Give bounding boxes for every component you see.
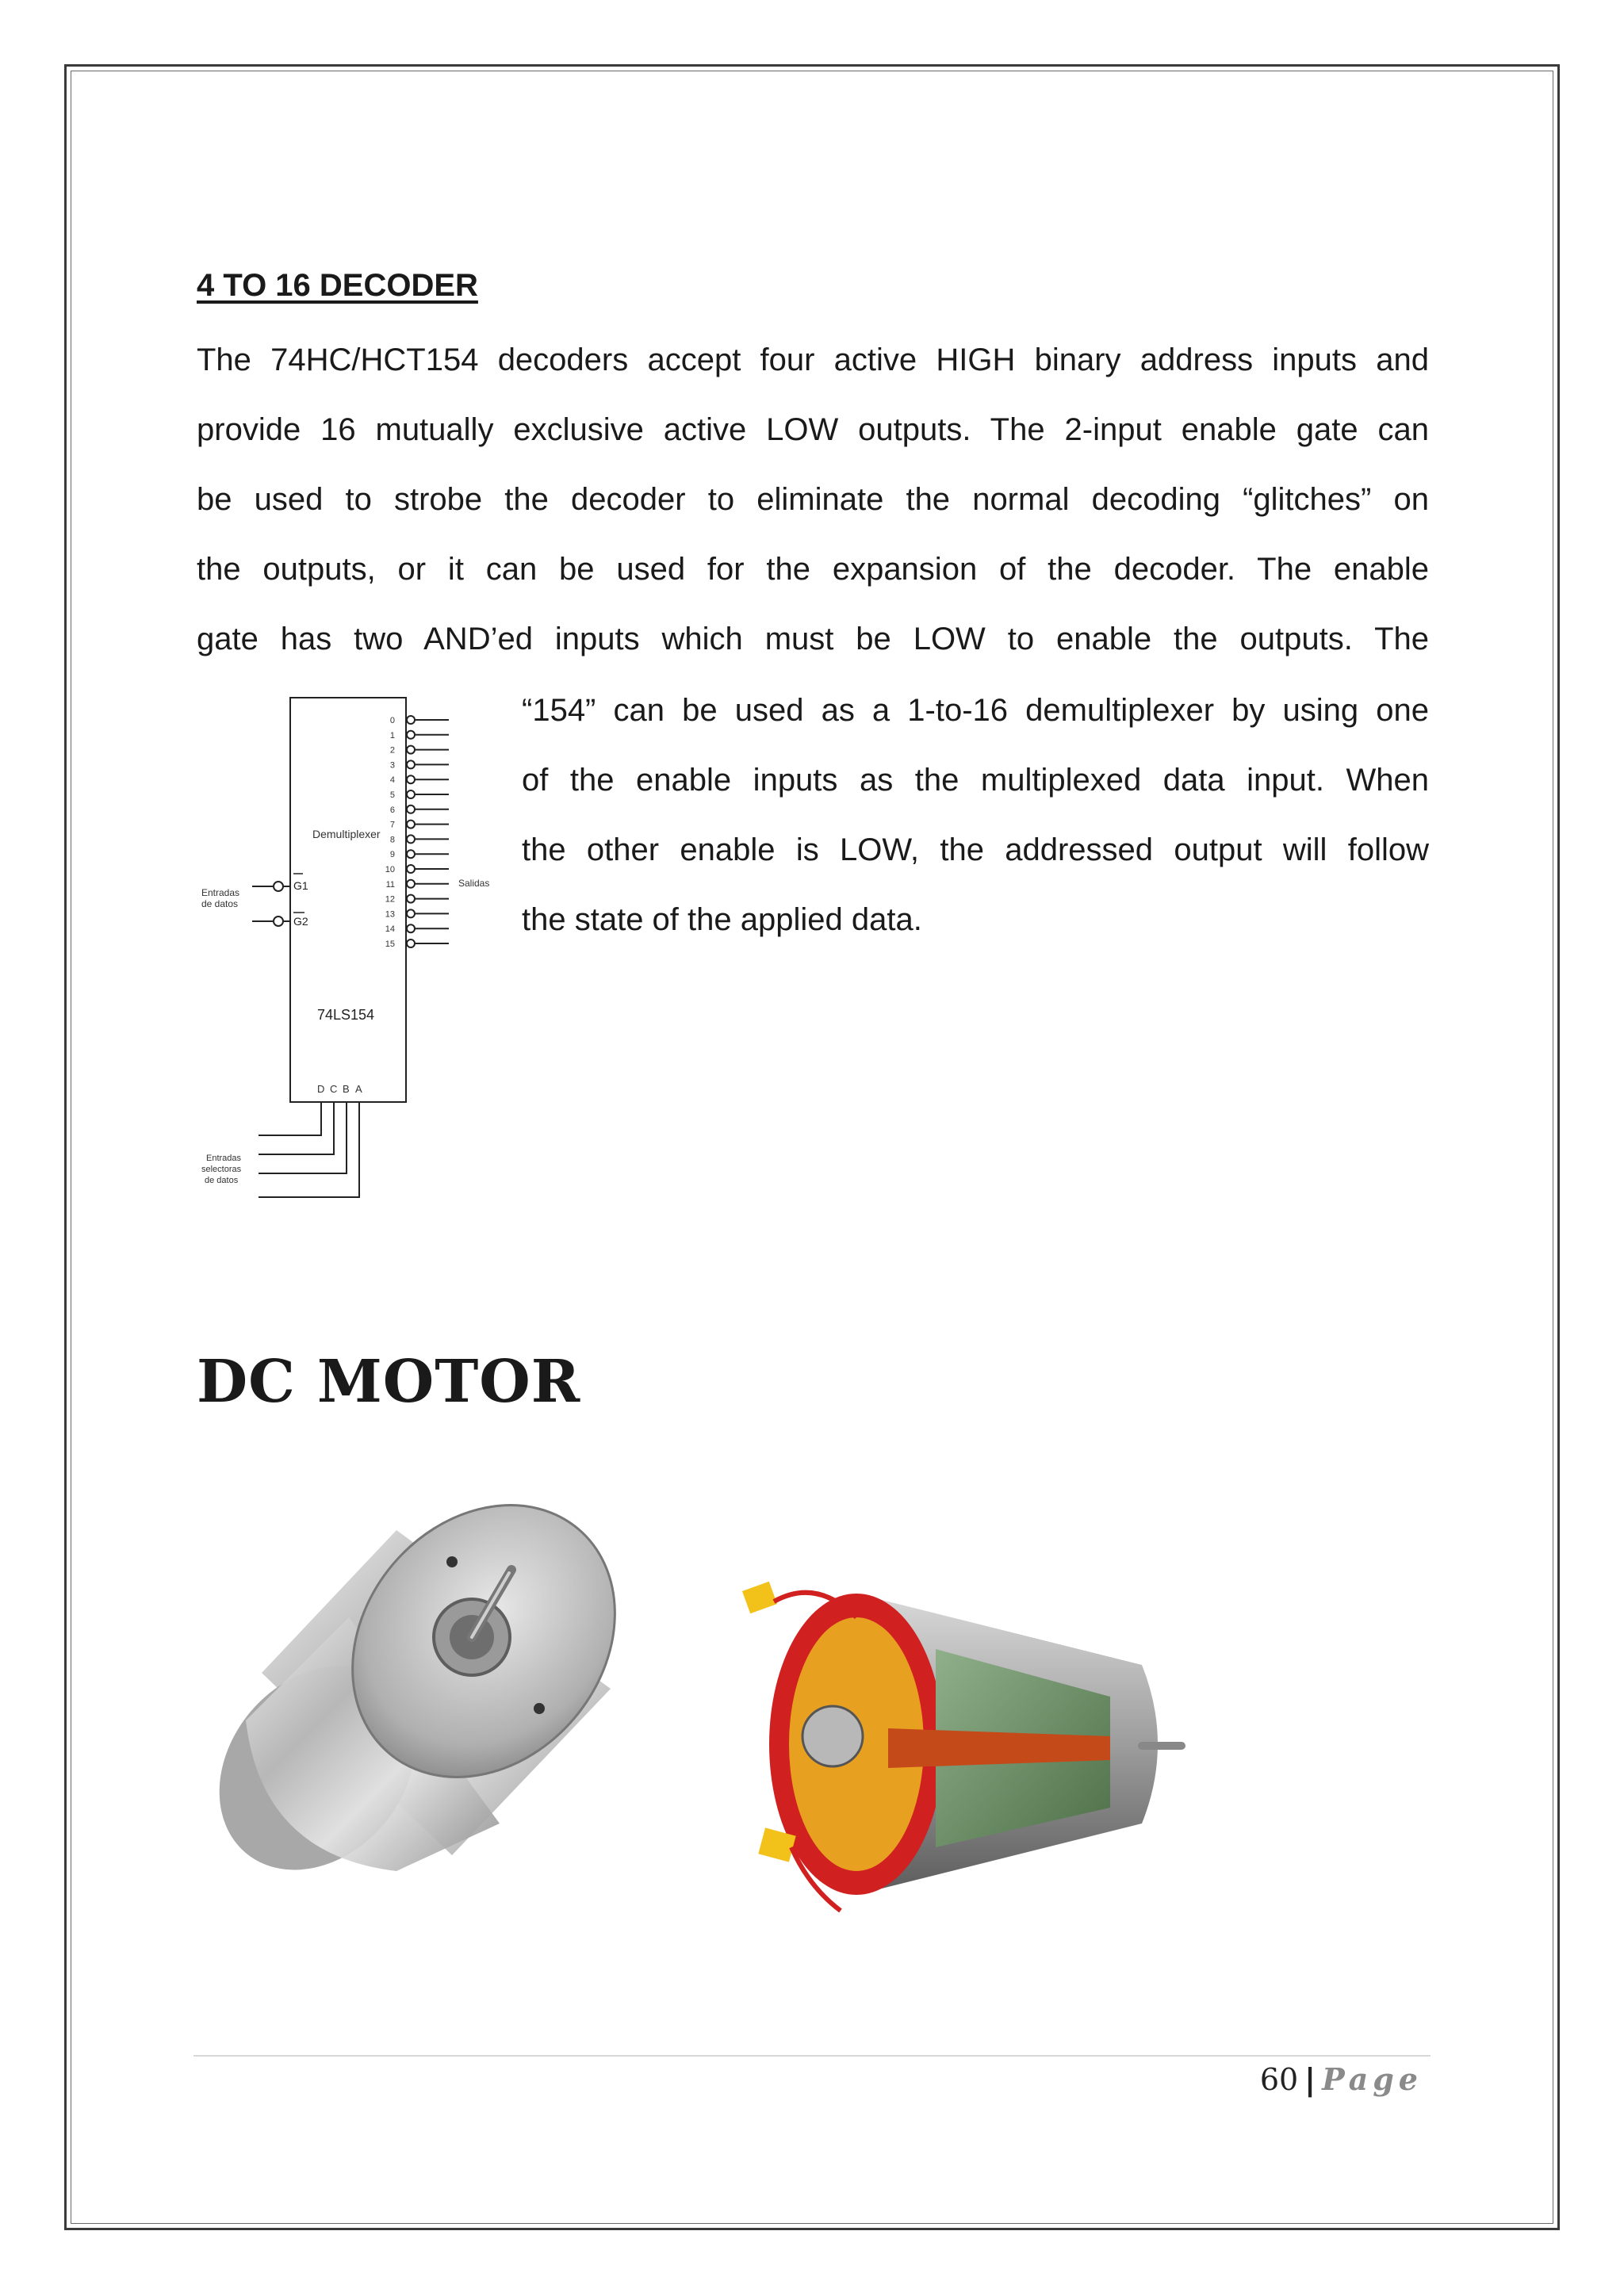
output-bubble <box>407 806 415 813</box>
section-heading: 4 TO 16 DECODER <box>197 268 478 303</box>
output-number: 14 <box>385 924 395 935</box>
output-bubble <box>407 924 415 932</box>
output-bubble <box>407 895 415 903</box>
output-bubble <box>407 909 415 917</box>
output-number: 1 <box>389 730 395 740</box>
dc-motor-cutaway-illustration <box>698 1546 1205 1927</box>
select-inputs-label: selectoras <box>201 1165 242 1174</box>
output-bubble <box>407 731 415 739</box>
output-bubble <box>407 790 415 798</box>
paragraph-line: The 74HC/HCT154 decoders accept four active HIGH binary address inputs and <box>197 342 1429 377</box>
output-number: 13 <box>385 909 395 920</box>
paragraph-line: the state of the applied data. <box>522 902 922 937</box>
output-number: 12 <box>385 894 395 905</box>
footer-rule <box>193 2055 1431 2057</box>
output-number: 8 <box>389 835 395 845</box>
block-label: Demultiplexer <box>312 828 381 840</box>
output-bubble <box>407 716 415 724</box>
output-number: 2 <box>389 745 395 756</box>
cutaway-commutator <box>802 1706 863 1766</box>
output-bubble <box>407 939 415 947</box>
select-pin-b: B <box>343 1083 350 1095</box>
output-number: 11 <box>385 879 395 890</box>
page-footer <box>1260 2061 1423 2097</box>
data-inputs-label: de datos <box>201 898 239 909</box>
output-bubble <box>407 850 415 858</box>
output-bubble <box>407 880 415 888</box>
output-number: 4 <box>389 775 395 786</box>
select-pin-a: A <box>355 1083 362 1095</box>
output-bubble <box>407 835 415 843</box>
decoder-diagram-svg <box>197 690 506 1210</box>
paragraph-line: the outputs, or it can be used for the expansion of the decoder. The enable <box>197 552 1429 587</box>
output-number: 3 <box>389 760 395 771</box>
select-inputs-label: Entradas <box>206 1154 242 1163</box>
decoder-paragraph <box>197 325 1429 674</box>
page-word: Page <box>1322 2061 1423 2097</box>
select-inputs-label: de datos <box>205 1176 239 1185</box>
decoder-diagram <box>197 690 506 1210</box>
output-number: 6 <box>389 805 395 815</box>
paragraph-line: of the enable inputs as the multiplexed data input. When <box>522 763 1429 798</box>
output-bubble <box>407 760 415 768</box>
select-pin-d: D <box>317 1083 325 1095</box>
motor-mount-hole <box>446 1556 458 1567</box>
part-number: 74LS154 <box>317 1007 375 1023</box>
motor-mount-hole <box>534 1703 545 1714</box>
output-bubble <box>407 746 415 754</box>
paragraph-line: provide 16 mutually exclusive active LOW outputs. The 2-input enable gate can <box>197 412 1429 447</box>
cutaway-capacitor <box>742 1582 777 1614</box>
enable-bubble-2 <box>274 916 283 926</box>
paragraph-line: be used to strobe the decoder to eliminate the normal decoding “glitches” on <box>197 482 1429 517</box>
paragraph-line: gate has two AND’ed inputs which must be LOW to enable the outputs. The <box>197 622 1429 656</box>
output-bubble <box>407 821 415 828</box>
select-pin-c: C <box>330 1083 338 1095</box>
select-line-a <box>259 1102 359 1197</box>
output-bubble <box>407 865 415 873</box>
page-separator: | <box>1304 2062 1316 2097</box>
output-number: 7 <box>389 820 395 830</box>
enable-bubble-1 <box>274 882 283 891</box>
dc-motor-photo <box>214 1483 642 1911</box>
output-number: 5 <box>389 790 395 800</box>
enable-pin-g1: G1 <box>293 879 308 892</box>
motor-heading: DC MOTOR <box>197 1348 581 1416</box>
enable-pin-g2: G2 <box>293 915 308 928</box>
outputs-label: Salidas <box>458 878 490 889</box>
output-number: 0 <box>389 716 395 725</box>
page-number: 60 <box>1259 2062 1299 2097</box>
dc-motor-cutaway <box>698 1546 1205 1927</box>
paragraph-line: “154” can be used as a 1-to-16 demultiplexer by using one <box>522 693 1429 728</box>
paragraph-line: the other enable is LOW, the addressed output will follow <box>522 832 1429 867</box>
output-pins <box>385 716 449 949</box>
select-line-c <box>259 1102 334 1154</box>
decoder-paragraph-continued <box>522 675 1429 955</box>
dc-motor-illustration <box>214 1483 642 1911</box>
data-inputs-label: Entradas <box>201 887 240 898</box>
output-bubble <box>407 775 415 783</box>
output-number: 9 <box>389 850 395 860</box>
output-number: 10 <box>385 865 395 874</box>
select-line-d <box>259 1102 321 1135</box>
output-number: 15 <box>385 939 395 949</box>
